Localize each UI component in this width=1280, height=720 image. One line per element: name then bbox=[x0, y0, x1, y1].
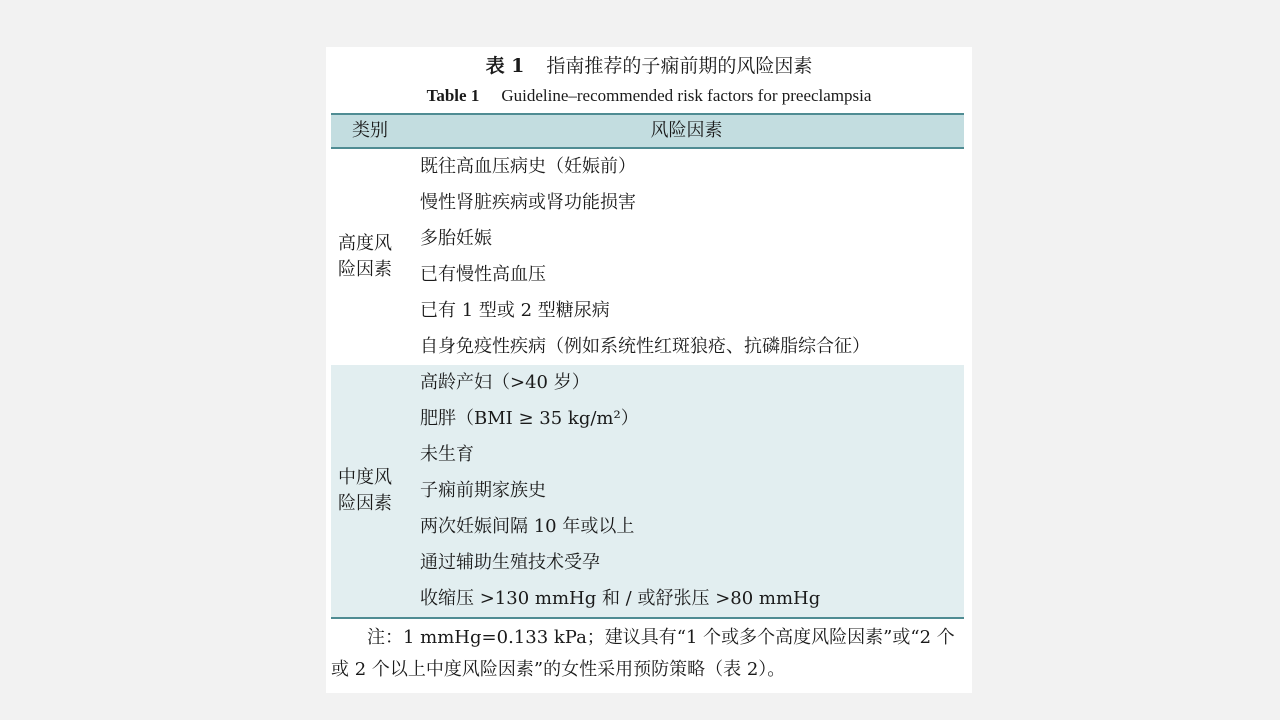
table-number-english: Table 1 bbox=[426, 86, 480, 105]
risk-factor-item: 肥胖（BMI ≥ 35 kg/m²） bbox=[420, 408, 639, 429]
risk-factor-item: 收缩压 >130 mmHg 和 / 或舒张压 >80 mmHg bbox=[420, 588, 821, 609]
risk-factor-item: 两次妊娠间隔 10 年或以上 bbox=[420, 516, 635, 537]
table-title-chinese bbox=[326, 53, 972, 79]
risk-factor-item: 已有 1 型或 2 型糖尿病 bbox=[420, 300, 610, 321]
table-header-row bbox=[331, 113, 964, 149]
category-label-high: 高度风险因素 bbox=[338, 233, 392, 280]
risk-factor-list bbox=[420, 149, 964, 365]
risk-factor-item: 子痫前期家族史 bbox=[420, 480, 546, 501]
table-title-english bbox=[326, 83, 972, 109]
high-risk-group bbox=[331, 149, 964, 365]
risk-factor-table bbox=[331, 113, 964, 619]
table-caption-english: Guideline–recommended risk factors for preeclampsia bbox=[501, 86, 872, 105]
risk-factor-item: 已有慢性高血压 bbox=[420, 264, 546, 285]
category-cell bbox=[331, 365, 409, 617]
header-category: 类别 bbox=[352, 120, 388, 141]
table-caption-chinese: 指南推荐的子痫前期的风险因素 bbox=[546, 55, 813, 77]
table-page bbox=[326, 47, 972, 693]
moderate-risk-group bbox=[331, 365, 964, 619]
category-cell bbox=[331, 149, 409, 365]
risk-factor-list bbox=[420, 365, 964, 617]
table-number-chinese: 表 1 bbox=[485, 55, 525, 77]
risk-factor-item: 通过辅助生殖技术受孕 bbox=[420, 552, 600, 573]
risk-factor-item: 慢性肾脏疾病或肾功能损害 bbox=[420, 192, 636, 213]
risk-factor-item: 自身免疫性疾病（例如系统性红斑狼疮、抗磷脂综合征） bbox=[420, 336, 870, 357]
table-footnote: 注：1 mmHg=0.133 kPa；建议具有“1 个或多个高度风险因素”或“2 个或 2 个以上中度风险因素”的女性采用预防策略（表 2）。 bbox=[331, 627, 955, 680]
risk-factor-item: 既往高血压病史（妊娠前） bbox=[420, 156, 636, 177]
risk-factor-item: 多胎妊娠 bbox=[420, 228, 492, 249]
risk-factor-item: 高龄产妇（>40 岁） bbox=[420, 372, 590, 393]
header-risk-factors: 风险因素 bbox=[650, 120, 723, 141]
risk-factor-item: 未生育 bbox=[420, 444, 474, 465]
category-label-moderate: 中度风险因素 bbox=[338, 467, 392, 514]
